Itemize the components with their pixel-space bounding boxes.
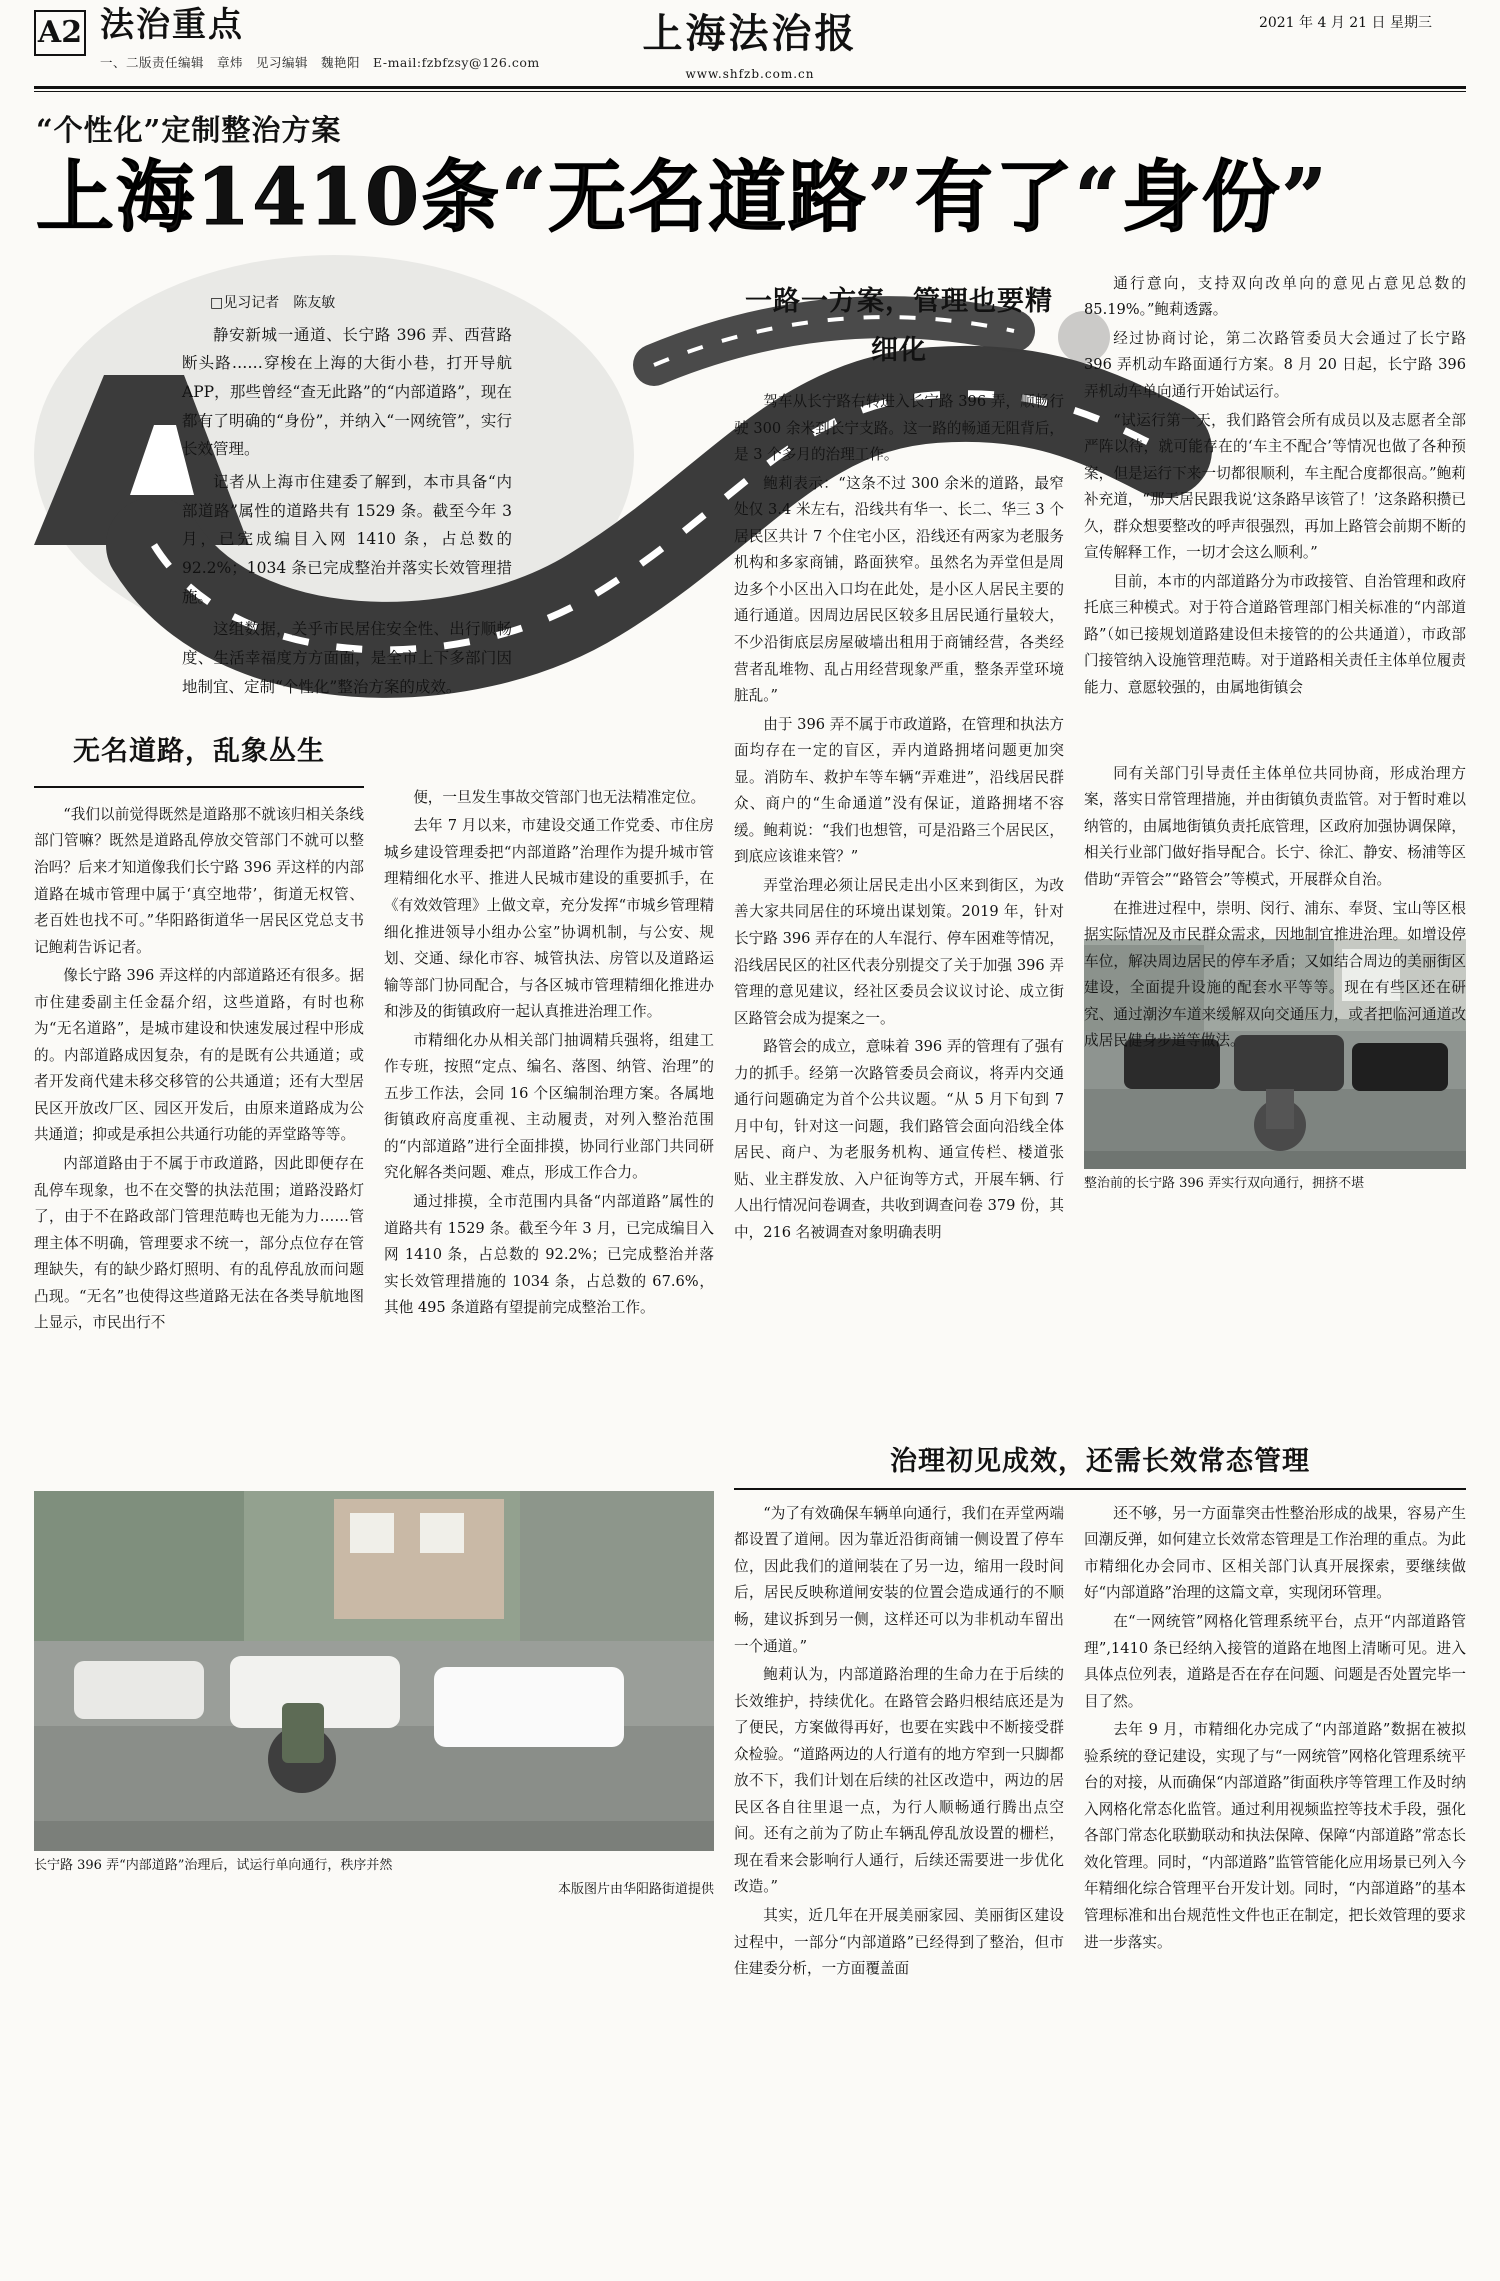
body-paragraph: “试运行第一天，我们路管会所有成员以及志愿者全部严阵以待，就可能存在的‘车主不配合’等情况也做了各种预案，但是运行下来一切都很顺利，车主配合度都很高。”鲍莉补充道，“那天居民跟我说‘这条路早该管了！’这条路积攒已久，群众想要整改的呼声很强烈，再加上路管会前期不断的宣传解释工作，一切才会这么顺利。”: [1084, 411, 1466, 562]
lede-paragraph: 记者从上海市住建委了解到，本市具备“内部道路”属性的道路共有 1529 条。截至今年 3 月，已完成编目入网 1410 条，占总数的 92.2%；1034 条已完成整治并落实长效管理措施。: [182, 473, 512, 606]
column-3-bottom: [734, 1501, 1064, 1985]
body-paragraph: 通行意向，支持双向改单向的意见占意见总数的 85.19%。”鲍莉透露。: [1084, 274, 1466, 319]
section-heading-2: 一路一方案，管理也要精细化: [745, 285, 1053, 366]
body-paragraph: 鲍莉表示：“这条不过 300 余米的道路，最窄处仅 3.4 米左右，沿线共有华一、长二、华三 3 个居民区共计 7 个住宅小区，沿线还有两家为老服务机构和多家商铺，路面狭窄。虽然名为弄堂但是周边多个小区出入口均在此处，是小区人居民主要的通行通道。因周边居民区较多且居民通行量较大，不少沿街底层房屋破墙出租用于商铺经营，各类经营者乱堆物、乱占用经营现象严重，整条弄堂环境脏乱。”: [734, 474, 1064, 705]
column-3: [734, 271, 1064, 1249]
lede-block: [182, 291, 512, 706]
body-paragraph: 在推进过程中，崇明、闵行、浦东、奉贤、宝山等区根据实际情况及市民群众需求，因地制宜推进治理。如增设停车位，解决周边居民的停车矛盾；又如结合周边的美丽街区建设，全面提升设施的配套水平等等。现在有些区还在研究、通过潮汐车道来缓解双向交通压力，或者把临河通道改成居民健身步道等做法。: [1084, 899, 1466, 1050]
body-paragraph: 像长宁路 396 弄这样的内部道路还有很多。据市住建委副主任金磊介绍，这些道路，有时也称为“无名道路”，是城市建设和快速发展过程中形成的。内部道路成因复杂，有的是既有公共通道；或者开发商代建未移交移管的公共通道；还有大型居民区开放改厂区、园区开发后，由原来道路成为公共通道；抑或是承担公共通行功能的弄堂路等等。: [34, 967, 364, 1144]
publication-date: 2021 年 4 月 21 日 星期三: [1258, 15, 1432, 31]
body-paragraph: 目前，本市的内部道路分为市政接管、自治管理和政府托底三种模式。对于符合道路管理部门相关标准的“内部道路”（如已接规划道路建设但未接管的的公共通道），市政部门接管纳入设施管理范畴。对于道路相关责任主体单位履责能力、意愿较强的，由属地街镇会: [1084, 572, 1466, 696]
section-heading-1: 无名道路，乱象丛生: [34, 727, 364, 788]
photo-caption-right: 整治前的长宁路 396 弄实行双向通行，拥挤不堪: [1084, 1175, 1365, 1191]
photo-credit: 本版图片由华阳路街道提供: [557, 1882, 714, 1898]
photo-street-after-art: [34, 1491, 714, 1851]
page-title: 上海1410条“无名道路”有了“身份”: [36, 152, 1329, 243]
section-title: 法治重点: [100, 5, 244, 45]
page-badge-label: A2: [37, 15, 83, 50]
column-4: [1084, 271, 1466, 704]
body-paragraph: 弄堂治理必须让居民走出小区来到街区，为改善大家共同居住的环境出谋划策。2019 年，针对长宁路 396 弄存在的人车混行、停车困难等情况，沿线居民区的社区代表分别提交了关于加强 396 弄管理的意见建议，经社区委员会议议讨论、成立街区路管会成为提案之一。: [734, 876, 1064, 1027]
masthead-divider-thin: [34, 91, 1466, 92]
column-4-bottom: [1084, 1501, 1466, 1958]
paper-website: www.shfzb.com.cn: [685, 67, 815, 81]
paper-nameplate: [643, 2, 858, 81]
headline-kicker: “个性化”定制整治方案: [36, 113, 342, 147]
body-paragraph: 其实，近几年在开展美丽家园、美丽街区建设过程中，一部分“内部道路”已经得到了整治，但市住建委分析，一方面覆盖面: [734, 1907, 1064, 1978]
body-paragraph: “为了有效确保车辆单向通行，我们在弄堂两端都设置了道闸。因为靠近沿街商铺一侧设置了停车位，因此我们的道闸装在了另一边，缩用一段时间后，居民反映称道闸安装的位置会造成通行的不顺畅，建议拆到另一侧，这样还可以为非机动车留出一个通道。”: [734, 1504, 1064, 1655]
body-paragraph: 内部道路由于不属于市政道路，因此即便存在乱停车现象，也不在交警的执法范围；道路没路灯了，由于不在路政部门管理范畴也无能为力……管理主体不明确，管理要求不统一，部分点位存在管理缺失，有的缺少路灯照明、有的乱停乱放而问题凸现。“无名”也使得这些道路无法在各类导航地图上显示，市民出行不: [34, 1155, 364, 1332]
body-paragraph: 通过排摸，全市范围内具备“内部道路”属性的道路共有 1529 条。截至今年 3 月，已完成编目入网 1410 条，占总数的 92.2%；已完成整治并落实长效管理措施的 1034 条，占总数的 67.6%，其他 495 条道路有望提前完成整治工作。: [384, 1193, 714, 1317]
paper-name: 上海法治报: [642, 10, 858, 57]
body-paragraph: 同有关部门引导责任主体单位共同协商，形成治理方案，落实日常管理措施，并由街镇负责监管。对于暂时难以纳管的，由属地街镇负责托底管理，区政府加强协调保障，相关行业部门做好指导配合。长宁、徐汇、静安、杨浦等区借助“弄管会”“路管会”等模式，开展群众自治。: [1084, 764, 1466, 888]
body-paragraph: 市精细化办从相关部门抽调精兵强将，组建工作专班，按照“定点、编名、落图、纳管、治理”的五步工作法，会同 16 个区编制治理方案。各属地街镇政府高度重视、主动履责，对列入整治范围的“内部道路”进行全面排摸，协同行业部门共同研究化解各类问题、难点，形成工作合力。: [384, 1031, 714, 1182]
body-paragraph: 由于 396 弄不属于市政道路，在管理和执法方面均存在一定的盲区，弄内道路拥堵问题更加突显。消防车、救护车等车辆“弄难进”，沿线居民群众、商户的“生命通道”没有保证，道路拥堵不容缓。鲍莉说：“我们也想管，可是沿路三个居民区，到底应该谁来管？”: [734, 715, 1064, 866]
byline: □见习记者 陈友敏: [210, 294, 336, 311]
page-badge: [34, 10, 86, 56]
body-paragraph: 去年 9 月，市精细化办完成了“内部道路”数据在被拟验系统的登记建设，实现了与“一网统管”网格化管理系统平台的对接，从而确保“内部道路”街面秩序等管理工作及时纳入网格化常态化监管。通过利用视频监控等技术手段，强化各部门常态化联勤联动和执法保障、保障“内部道路”常态长效化管理。同时，“内部道路”监管管能化应用场景已列入今年精细化综合管理平台开发计划。同时，“内部道路”的基本管理标准和出台规范性文件也正在制定，把长效管理的要求进一步落实。: [1084, 1721, 1466, 1951]
masthead-divider: [34, 86, 1466, 89]
column-1: [34, 721, 364, 1339]
photo-block-bottom: [34, 1491, 714, 1900]
body-paragraph: 经过协商讨论，第二次路管委员大会通过了长宁路 396 弄机动车路面通行方案。8 月 20 日起，长宁路 396 弄机动车单向通行开始试运行。: [1084, 329, 1466, 400]
body-paragraph: 去年 7 月以来，市建设交通工作党委、市住房城乡建设管理委把“内部道路”治理作为提升城市管理精细化水平、推进人民城市建设的重要抓手，在《有效效管理》上做文章，充分发挥“市城乡管理精细化推进领导小组办公室”协调机制，与公安、规划、交通、绿化市容、城管执法、房管以及道路运输等部门协同配合，与各区城市管理精细化推进办和涉及的街镇政府一起认真推进治理工作。: [384, 817, 714, 1021]
body-paragraph: “我们以前觉得既然是道路那不就该归相关条线部门管嘛？既然是道路乱停放交管部门不就可以整治吗？后来才知道像我们长宁路 396 弄这样的内部道路在城市管理中属于‘真空地带’，街道无权管、老百姓也找不可。”华阳路街道华一居民区党总支书记鲍莉告诉记者。: [34, 805, 364, 956]
body-paragraph: 还不够，另一方面靠突击性整治形成的战果，容易产生回潮反弹，如何建立长效常态管理是工作治理的重点。为此市精细化办会同市、区相关部门认真开展探索，要继续做好“内部道路”治理的这篇文章，实现闭环管理。: [1084, 1504, 1466, 1602]
section-heading-3: 治理初见成效，还需长效常态管理: [890, 1445, 1310, 1477]
body-paragraph: 便，一旦发生事故交管部门也无法精准定位。: [413, 788, 706, 806]
photo-caption-bottom: 长宁路 396 弄“内部道路”治理后，试运行单向通行，秩序并然: [34, 1857, 393, 1873]
photo-street-after: [34, 1491, 714, 1851]
section-heading-3-wrap: [734, 1439, 1466, 1490]
lede-paragraph: 这组数据，关乎市民居住安全性、出行顺畅度、生活幸福度方方面面，是全市上下多部门因地制宜、定制“个性化”整治方案的成效。: [182, 620, 512, 696]
editors-line: 一、二版责任编辑 章炜 见习编辑 魏艳阳 E-mail:fzbfzsy@126.com: [100, 54, 540, 70]
masthead-left: [100, 5, 540, 71]
masthead: [34, 0, 1466, 82]
body-paragraph: 驾车从长宁路右转进入长宁路 396 弄，顺畅行驶 300 余米到长宁支路。这一路的畅通无阻背后，是 3 个多月的治理工作。: [734, 393, 1064, 464]
body-paragraph: 路管会的成立，意味着 396 弄的管理有了强有力的抓手。经第一次路管委员会商议，将弄内交通通行问题确定为首个公共议题。“从 5 月下旬到 7 月中旬，针对这一问题，我们路管会面向沿线全体居民、商户、为老服务机构、通宣传栏、楼道张贴、业主群发放、入户征询等方式，开展车辆、行人出行情况问卷调查，共收到调查问卷 379 份，其中，216 名被调查对象明确表明: [734, 1038, 1064, 1241]
body-paragraph: 在“一网统管”网格化管理系统平台，点开“内部道路管理”,1410 条已经纳入接管的道路在地图上清晰可见。进入具体点位列表，道路是否在存在问题、问题是否处置完毕一目了然。: [1084, 1612, 1466, 1710]
column-2: [384, 721, 714, 1324]
body-paragraph: 鲍莉认为，内部道路治理的生命力在于后续的长效维护，持续优化。在路管会路归根结底还是为了便民，方案做得再好，也要在实践中不断接受群众检验。“道路两边的人行道有的地方窄到一只脚都放不下，我们计划在后续的社区改造中，两边的居民区各自往里退一点，为行人顺畅通行腾出点空间。还有之前为了防止车辆乱停乱放设置的栅栏，现在看来会影响行人通行，后续还需要进一步优化改造。”: [734, 1666, 1064, 1896]
column-4-mid: [1084, 761, 1466, 1057]
lede-paragraph: 静安新城一通道、长宁路 396 弄、西营路断头路……穿梭在上海的大街小巷，打开导航 APP，那些曾经“查无此路”的“内部道路”，现在都有了明确的“身份”，并纳入“一网统管”，实行长效管理。: [182, 325, 512, 459]
